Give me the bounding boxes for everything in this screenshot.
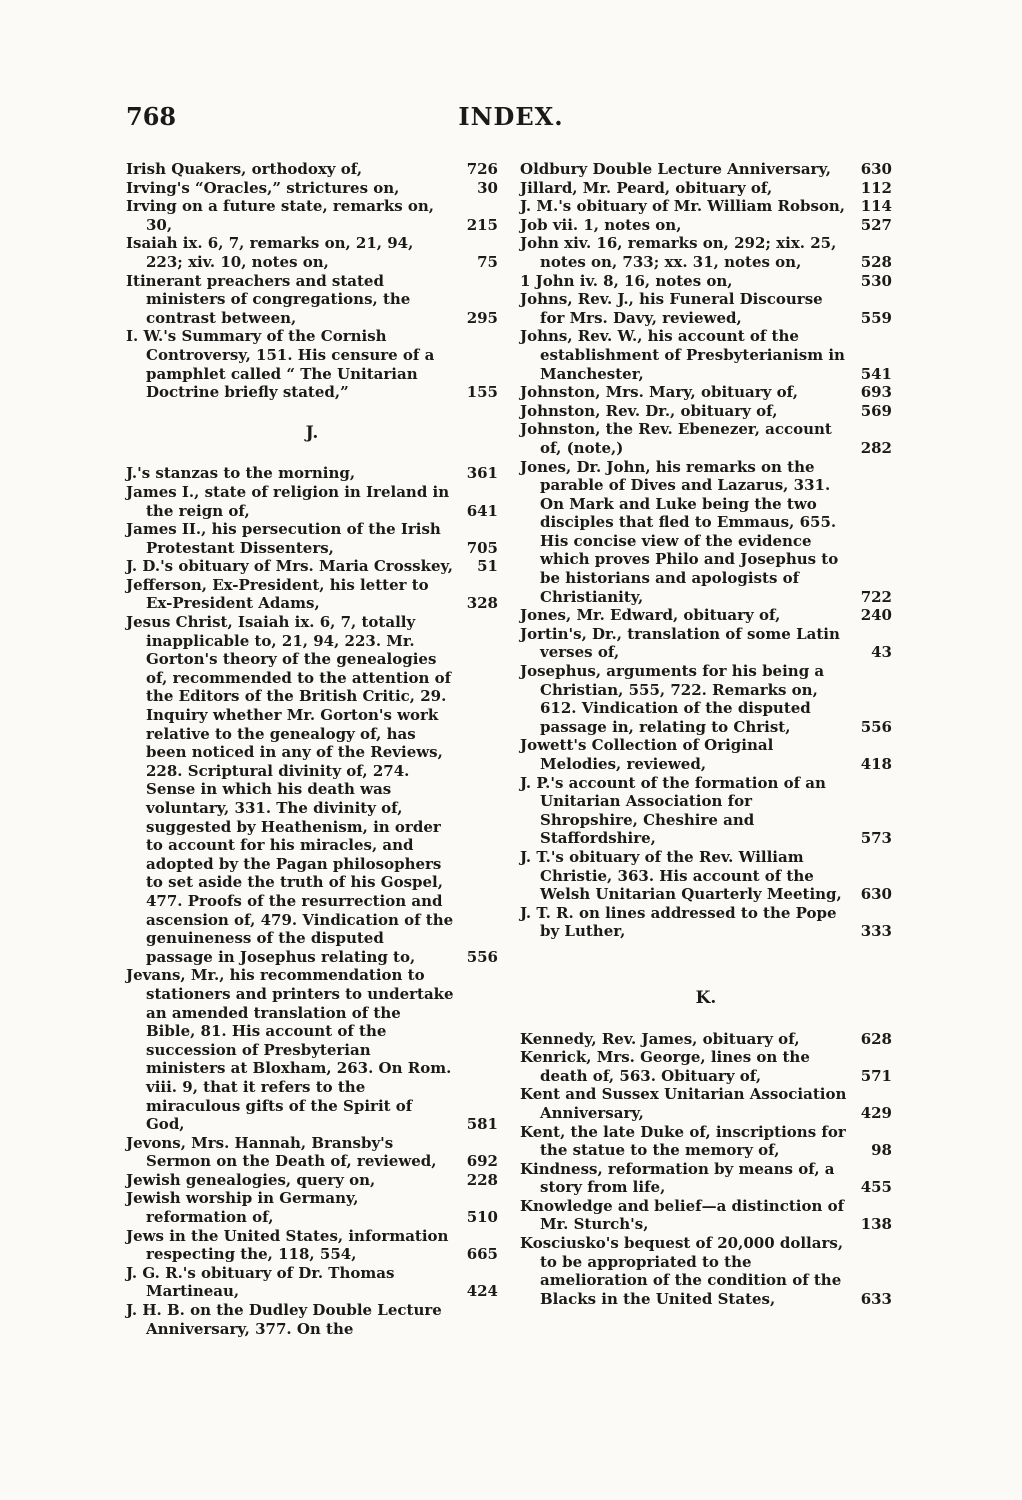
index-entry (520, 179, 892, 198)
entry-page-number: 692 (466, 1152, 498, 1171)
entry-page-number: 295 (466, 308, 498, 327)
left-entries-before-j (126, 160, 498, 402)
entry-page-number: 569 (860, 401, 892, 420)
entry-page-number: 527 (860, 215, 892, 234)
index-entry (520, 197, 892, 216)
entry-page-number: 240 (860, 606, 892, 625)
index-entry (520, 272, 892, 291)
index-entry (520, 1048, 892, 1085)
index-entry (520, 1197, 892, 1234)
index-entry (520, 625, 892, 662)
index-entry (520, 1234, 892, 1308)
left-entries-j (126, 464, 498, 1338)
index-entry (520, 383, 892, 402)
entry-text: John xiv. 16, remarks on, 292; xix. 25, notes on, 733; xx. 31, notes on, (520, 234, 837, 271)
entry-page-number: 282 (860, 438, 892, 457)
entry-page-number: 75 (477, 252, 498, 271)
index-entry (126, 327, 498, 401)
index-entry (126, 966, 498, 1133)
entry-page-number: 215 (466, 215, 498, 234)
entry-text: Jewish genealogies, query on, (126, 1170, 376, 1189)
entry-text: Johnston, Rev. Dr., obituary of, (520, 401, 778, 420)
entry-text: James II., his persecution of the Irish Protestant Dissenters, (126, 520, 441, 557)
index-entry (520, 774, 892, 848)
entry-text: Irving on a future state, remarks on, 30, (126, 197, 435, 234)
entry-text: Kennedy, Rev. James, obituary of, (520, 1029, 800, 1048)
index-entry (126, 613, 498, 966)
entry-text: Jortin's, Dr., translation of some Latin verses of, (520, 624, 840, 662)
entry-page-number: 51 (477, 557, 498, 576)
index-entry (520, 420, 892, 457)
entry-page-number: 424 (466, 1282, 498, 1301)
entry-page-number: 98 (871, 1141, 892, 1160)
entry-text: Johnston, Mrs. Mary, obituary of, (520, 383, 798, 402)
entry-page-number: 571 (860, 1066, 892, 1085)
index-entry (126, 576, 498, 613)
entry-text: Jefferson, Ex-President, his letter to Ex-President Adams, (126, 575, 429, 613)
entry-text: Oldbury Double Lecture Anniversary, (520, 160, 831, 178)
right-entries-k (520, 1030, 892, 1309)
entry-page-number: 693 (860, 383, 892, 402)
entry-page-number: 328 (466, 594, 498, 613)
entry-page-number: 429 (860, 1103, 892, 1122)
index-entry (126, 1189, 498, 1226)
index-entry (126, 179, 498, 198)
entry-text: J. M.'s obituary of Mr. William Robson, (520, 197, 846, 216)
entry-text: Johnston, the Rev. Ebenezer, account of, (note,) (520, 420, 832, 457)
entry-page-number: 633 (860, 1289, 892, 1308)
index-entry (126, 483, 498, 520)
entry-page-number: 112 (860, 178, 892, 197)
index-entry (126, 464, 498, 483)
index-entry (126, 520, 498, 557)
entry-page-number: 665 (466, 1245, 498, 1264)
entry-text: Josephus, arguments for his being a Christian, 555, 722. Remarks on, 612. Vindication of the disputed passage in, relating to Christ, (520, 662, 825, 736)
entry-page-number: 581 (466, 1115, 498, 1134)
entry-page-number: 556 (860, 717, 892, 736)
index-entry (126, 1134, 498, 1171)
index-entry (520, 216, 892, 235)
entry-page-number: 559 (860, 308, 892, 327)
entry-page-number: 641 (466, 501, 498, 520)
entry-text: Isaiah ix. 6, 7, remarks on, 21, 94, 223; xiv. 10, notes on, (126, 234, 414, 271)
entry-page-number: 541 (860, 364, 892, 383)
entry-text: Jewish worship in Germany, reformation of, (126, 1189, 359, 1227)
entry-text: James I., state of religion in Ireland in the reign of, (126, 482, 450, 520)
entry-page-number: 333 (860, 922, 892, 941)
index-entry (126, 557, 498, 576)
index-entry (520, 402, 892, 421)
entry-text: Johns, Rev. J., his Funeral Discourse for Mrs. Davy, reviewed, (520, 290, 823, 327)
index-entry (520, 606, 892, 625)
entry-text: Kent and Sussex Unitarian Association Anniversary, (520, 1085, 847, 1122)
index-entry (520, 904, 892, 941)
index-entry (126, 1264, 498, 1301)
entry-text: Jowett's Collection of Original Melodies, reviewed, (520, 736, 774, 773)
entry-page-number: 726 (466, 160, 498, 178)
page-title: INDEX. (458, 102, 564, 131)
entry-text: Kent, the late Duke of, inscriptions for the statue to the memory of, (520, 1122, 846, 1160)
index-entry (520, 662, 892, 736)
entry-text: J. T.'s obituary of the Rev. William Christie, 363. His account of the Welsh Unitarian Quarterly Meeting, (520, 847, 842, 904)
entry-text: Kindness, reformation by means of, a story from life, (520, 1159, 835, 1197)
entry-text: Job vii. 1, notes on, (520, 215, 682, 234)
entry-text: J.'s stanzas to the morning, (126, 464, 356, 483)
index-entry (126, 234, 498, 271)
entry-text: Jesus Christ, Isaiah ix. 6, 7, totally inapplicable to, 21, 94, 223. Mr. Gorton's theory of the genealogies of, recommended to the attention of the Editors of the British Critic, 29. Inquiry whether Mr. Gorton's work relative to the genealogy of, has been noticed in any of the Reviews, 228. Scriptural divinity of, 274. Sense in which his death was voluntary, 331. The divinity of, suggested by Heathenism, in order to account for his miracles, and adopted by the Pagan philosophers to set aside the truth of his Gospel, 477. Proofs of the resurrection and ascension of, 479. Vindication of the genuineness of the disputed passage in Josephus relating to, (126, 613, 454, 966)
entry-page-number: 722 (860, 587, 892, 606)
entry-text: Jones, Mr. Edward, obituary of, (520, 606, 781, 625)
entry-text: J. D.'s obituary of Mrs. Maria Crosskey, (126, 557, 454, 576)
entry-text: Jevons, Mrs. Hannah, Bransby's Sermon on the Death of, reviewed, (126, 1133, 437, 1171)
entry-text: J. G. R.'s obituary of Dr. Thomas Martineau, (126, 1263, 395, 1301)
entry-page-number: 630 (860, 885, 892, 904)
index-entry (520, 848, 892, 904)
entry-text: I. W.'s Summary of the Cornish Controversy, 151. His censure of a pamphlet called “ The Unitarian Doctrine briefly stated,” (126, 327, 435, 402)
right-entries-j (520, 160, 892, 941)
entry-page-number: 114 (860, 197, 892, 216)
entry-text: Jews in the United States, information respecting the, 118, 554, (126, 1226, 449, 1264)
index-entry (126, 1171, 498, 1190)
index-entry (126, 1301, 498, 1338)
entry-page-number: 455 (860, 1178, 892, 1197)
entry-text: Jillard, Mr. Peard, obituary of, (520, 178, 773, 197)
index-entry (520, 1085, 892, 1122)
entry-text: Jevans, Mr., his recommendation to stationers and printers to undertake an amended translation of the Bible, 81. His account of the succession of Presbyterian ministers at Bloxham, 263. On Rom. viii. 9, that it refers to the miraculous gifts of the Spirit of God, (126, 966, 454, 1134)
entry-text: J. P.'s account of the formation of an Unitarian Association for Shropshire, Cheshire and Staffordshire, (520, 773, 826, 848)
index-entry (520, 234, 892, 271)
index-entry (520, 327, 892, 383)
entry-page-number: 418 (860, 755, 892, 773)
index-entry (520, 736, 892, 773)
index-entry (520, 1160, 892, 1197)
entry-page-number: 573 (860, 829, 892, 848)
entry-page-number: 510 (466, 1208, 498, 1227)
index-entry (520, 1123, 892, 1160)
entry-page-number: 138 (860, 1215, 892, 1234)
index-entry (520, 458, 892, 607)
section-heading-j: J. (305, 422, 319, 443)
entry-text: Itinerant preachers and stated ministers of congregations, the contrast between, (126, 271, 411, 327)
entry-page-number: 705 (466, 538, 498, 557)
index-entry (126, 160, 498, 179)
page-number: 768 (126, 102, 177, 131)
entry-text: Irish Quakers, orthodoxy of, (126, 160, 363, 178)
entry-page-number: 361 (466, 464, 498, 483)
entry-page-number: 43 (871, 643, 892, 662)
entry-page-number: 155 (466, 383, 498, 402)
entry-text: Johns, Rev. W., his account of the establishment of Presbyterianism in Manchester, (520, 327, 845, 383)
section-heading-k: K. (695, 987, 717, 1008)
index-entry (520, 1030, 892, 1049)
entry-text: Kosciusko's bequest of 20,000 dollars, to be appropriated to the amelioration of the condition of the Blacks in the United States, (520, 1234, 844, 1308)
entry-page-number: 528 (860, 252, 892, 271)
entry-page-number: 630 (860, 160, 892, 178)
entry-text: Kenrick, Mrs. George, lines on the death of, 563. Obituary of, (520, 1048, 810, 1085)
index-entry (520, 290, 892, 327)
right-column (520, 160, 892, 1308)
index-entry (520, 160, 892, 179)
entry-text: Jones, Dr. John, his remarks on the parable of Dives and Lazarus, 331. On Mark and Luke being the two disciples that fled to Emmaus, 655. His concise view of the evidence which proves Philo and Josephus to be historians and apologists of Christianity, (520, 457, 839, 606)
entry-page-number: 556 (466, 947, 498, 966)
entry-text: J. T. R. on lines addressed to the Pope by Luther, (520, 903, 837, 941)
entry-text: Knowledge and belief—a distinction of Mr. Sturch's, (520, 1196, 845, 1234)
index-entry (126, 197, 498, 234)
index-entry (126, 272, 498, 328)
entry-text: 1 John iv. 8, 16, notes on, (520, 271, 733, 290)
index-entry (126, 1227, 498, 1264)
entry-page-number: 628 (860, 1029, 892, 1048)
left-column (126, 160, 498, 1338)
entry-page-number: 30 (477, 178, 498, 197)
entry-page-number: 228 (466, 1170, 498, 1189)
entry-text: Irving's “Oracles,” strictures on, (126, 178, 400, 197)
entry-text: J. H. B. on the Dudley Double Lecture Anniversary, 377. On the (126, 1301, 442, 1338)
entry-page-number: 530 (860, 271, 892, 290)
